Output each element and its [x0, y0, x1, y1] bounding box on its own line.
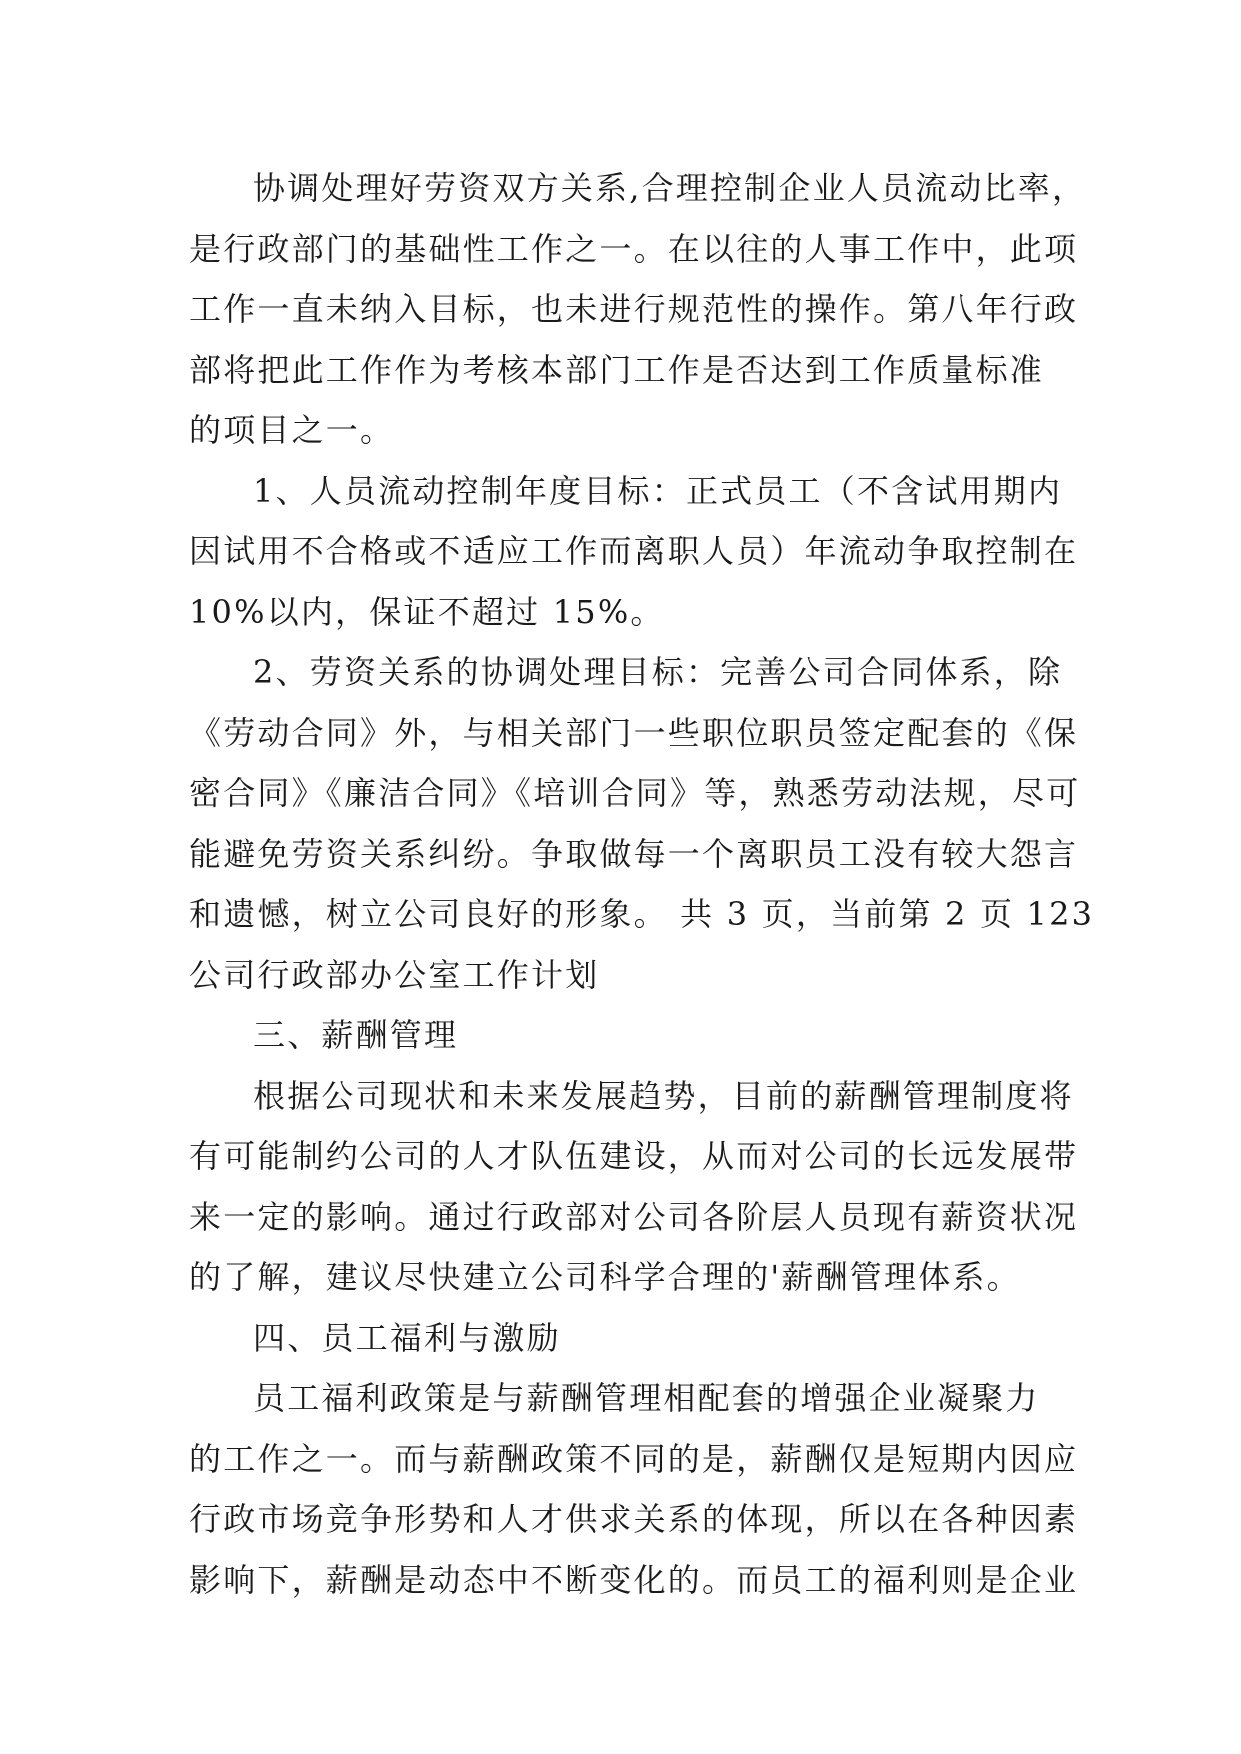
- list-item-line: 1、人员流动控制年度目标：正式员工（不含试用期内: [253, 471, 1063, 510]
- list-item-line: 因试用不合格或不适应工作而离职人员）年流动争取控制在: [189, 532, 1079, 570]
- list-item-line: 10%以内，保证不超过 15%。: [189, 592, 665, 631]
- paragraph-line: 协调处理好劳资双方关系,合理控制企业人员流动比率，: [253, 169, 1087, 207]
- paragraph-line: 的项目之一。: [189, 411, 395, 449]
- paragraph-line: 员工福利政策是与薪酬管理相配套的增强企业凝聚力: [253, 1379, 1040, 1417]
- paragraph-line: 是行政部门的基础性工作之一。在以往的人事工作中，此项: [189, 229, 1079, 268]
- paragraph-line: 来一定的影响。通过行政部对公司各阶层人员现有薪资状况: [189, 1197, 1079, 1236]
- paragraph-line: 影响下，薪酬是动态中不断变化的。而员工的福利则是企业: [189, 1560, 1079, 1599]
- list-item-line: 能避免劳资关系纠纷。争取做每一个离职员工没有较大怨言: [189, 834, 1079, 873]
- document-title-line: 公司行政部办公室工作计划: [189, 955, 600, 994]
- document-body: [189, 158, 1095, 1610]
- paragraph-line: 行政市场竞争形势和人才供求关系的体现，所以在各种因素: [189, 1500, 1079, 1538]
- paragraph-line: 的工作之一。而与薪酬政策不同的是，薪酬仅是短期内因应: [189, 1439, 1079, 1478]
- paragraph-line: 有可能制约公司的人才队伍建设，从而对公司的长远发展带: [189, 1137, 1079, 1175]
- list-item-line: 《劳动合同》外，与相关部门一些职位职员签定配套的《保: [189, 713, 1079, 752]
- paragraph-line: 工作一直未纳入目标，也未进行规范性的操作。第八年行政: [189, 290, 1079, 328]
- list-item-line: 密合同》《廉洁合同》《培训合同》等，熟悉劳动法规，尽可: [189, 774, 1081, 812]
- paragraph-line: 的了解，建议尽快建立公司科学合理的'薪酬管理体系。: [189, 1258, 1021, 1296]
- paragraph-line: 部将把此工作作为考核本部门工作是否达到工作质量标准: [189, 350, 1045, 389]
- paragraph-line: 根据公司现状和未来发展趋势，目前的薪酬管理制度将: [253, 1076, 1074, 1115]
- list-item-line: 和遗憾，树立公司良好的形象。 共 3 页，当前第 2 页 123: [189, 895, 1095, 933]
- section-heading: 四、员工福利与激励: [253, 1318, 561, 1357]
- list-item-line: 2、劳资关系的协调处理目标：完善公司合同体系，除: [253, 653, 1063, 691]
- section-heading: 三、薪酬管理: [253, 1016, 459, 1054]
